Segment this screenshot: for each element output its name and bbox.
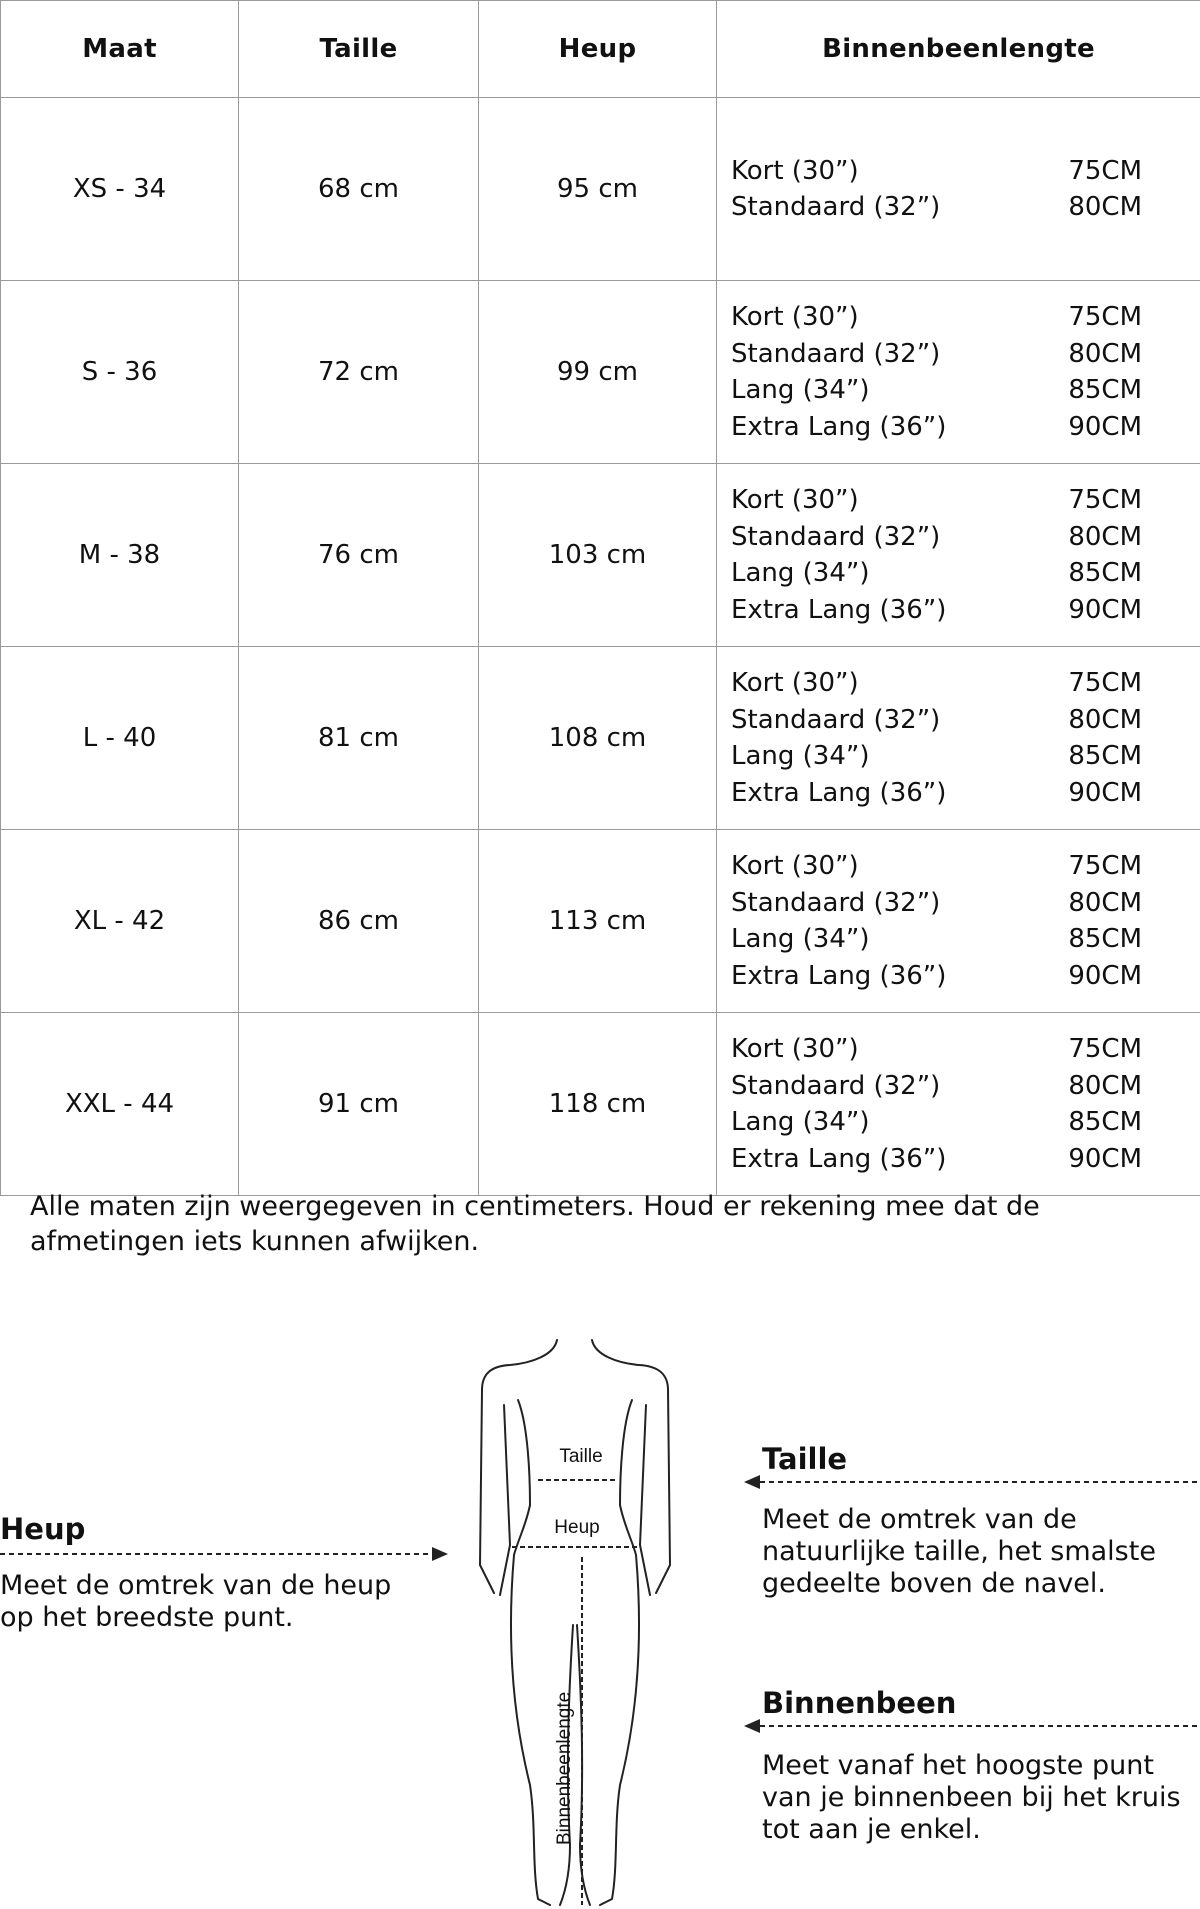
inseam-option-value: 80CM — [1068, 521, 1142, 552]
inseam-option — [717, 555, 1200, 592]
inseam-option-value: 80CM — [1068, 887, 1142, 918]
inseam-option — [717, 958, 1200, 995]
measurement-note: Alle maten zijn weergegeven in centimeters. Houd er rekening mee dat de afmetingen iets kunnen afwijken. — [30, 1191, 1040, 1257]
inseam-option-value: 90CM — [1068, 960, 1142, 991]
inseam-option-value: 75CM — [1068, 302, 1142, 333]
cell-size: XS - 34 — [1, 98, 239, 281]
cell-waist: 76 cm — [239, 464, 479, 647]
inseam-option — [717, 519, 1200, 556]
inseam-option — [717, 1104, 1200, 1141]
inseam-option-label: Standaard (32”) — [731, 192, 941, 223]
inseam-option-label: Standaard (32”) — [731, 704, 941, 735]
cell-size: M - 38 — [1, 464, 239, 647]
inseam-option-label: Extra Lang (36”) — [731, 777, 947, 808]
header-inseam: Binnenbeenlengte — [717, 1, 1200, 98]
waist-arrow-icon — [742, 1474, 1200, 1490]
figure-hip-label: Heup — [554, 1517, 600, 1538]
cell-hip: 118 cm — [479, 1013, 717, 1196]
inseam-option — [717, 738, 1200, 775]
inseam-option — [717, 372, 1200, 409]
inseam-option — [717, 885, 1200, 922]
cell-size: XL - 42 — [1, 830, 239, 1013]
table-row — [1, 1013, 1200, 1196]
cell-waist: 86 cm — [239, 830, 479, 1013]
inseam-arrow-icon — [742, 1718, 1200, 1734]
inseam-option-label: Kort (30”) — [731, 155, 859, 186]
inseam-option — [717, 153, 1200, 190]
hip-guide-text: Meet de omtrek van de heup op het breedste punt. — [0, 1570, 392, 1633]
inseam-option-value: 90CM — [1068, 1143, 1142, 1174]
inseam-option — [717, 592, 1200, 629]
inseam-option — [717, 299, 1200, 336]
inseam-option — [717, 1068, 1200, 1105]
cell-waist: 81 cm — [239, 647, 479, 830]
inseam-option — [717, 409, 1200, 446]
cell-inseam — [717, 1013, 1200, 1196]
inseam-option-label: Lang (34”) — [731, 924, 870, 955]
inseam-option-label: Extra Lang (36”) — [731, 411, 947, 442]
cell-inseam — [717, 647, 1200, 830]
cell-waist: 68 cm — [239, 98, 479, 281]
cell-hip: 95 cm — [479, 98, 717, 281]
header-size: Maat — [1, 1, 239, 98]
hip-arrow-icon — [0, 1546, 450, 1562]
inseam-option-label: Standaard (32”) — [731, 887, 941, 918]
inseam-option-value: 80CM — [1068, 1070, 1142, 1101]
inseam-option-value: 75CM — [1068, 668, 1142, 699]
inseam-option-value: 75CM — [1068, 851, 1142, 882]
cell-hip: 108 cm — [479, 647, 717, 830]
inseam-option-label: Lang (34”) — [731, 558, 870, 589]
hip-guide-title: Heup — [0, 1512, 86, 1546]
inseam-option — [717, 665, 1200, 702]
table-row — [1, 830, 1200, 1013]
inseam-option-value: 80CM — [1068, 704, 1142, 735]
cell-inseam — [717, 98, 1200, 281]
cell-size: L - 40 — [1, 647, 239, 830]
inseam-guide-text: Meet vanaf het hoogste punt van je binnenbeen bij het kruis tot aan je enkel. — [762, 1750, 1181, 1845]
inseam-option-value: 75CM — [1068, 1034, 1142, 1065]
cell-size: XXL - 44 — [1, 1013, 239, 1196]
cell-inseam — [717, 830, 1200, 1013]
inseam-option — [717, 702, 1200, 739]
inseam-option-label: Extra Lang (36”) — [731, 594, 947, 625]
inseam-option — [717, 1141, 1200, 1178]
inseam-option — [717, 189, 1200, 226]
inseam-option-value: 75CM — [1068, 155, 1142, 186]
cell-hip: 99 cm — [479, 281, 717, 464]
waist-guide-text: Meet de omtrek van de natuurlijke taille, het smalste gedeelte boven de navel. — [762, 1504, 1156, 1599]
inseam-option-label: Kort (30”) — [731, 302, 859, 333]
inseam-option-value: 85CM — [1068, 924, 1142, 955]
inseam-option — [717, 775, 1200, 812]
inseam-option-value: 90CM — [1068, 594, 1142, 625]
inseam-option-label: Lang (34”) — [731, 741, 870, 772]
waist-guide-title: Taille — [762, 1442, 848, 1476]
cell-hip: 113 cm — [479, 830, 717, 1013]
inseam-option-value: 85CM — [1068, 375, 1142, 406]
cell-waist: 72 cm — [239, 281, 479, 464]
inseam-option-value: 80CM — [1068, 192, 1142, 223]
inseam-option-label: Extra Lang (36”) — [731, 1143, 947, 1174]
cell-hip: 103 cm — [479, 464, 717, 647]
table-row — [1, 464, 1200, 647]
inseam-option-value: 90CM — [1068, 411, 1142, 442]
header-hip: Heup — [479, 1, 717, 98]
inseam-option-label: Standaard (32”) — [731, 521, 941, 552]
inseam-option-label: Standaard (32”) — [731, 1070, 941, 1101]
inseam-option-label: Lang (34”) — [731, 375, 870, 406]
inseam-option-label: Kort (30”) — [731, 851, 859, 882]
inseam-option-value: 85CM — [1068, 741, 1142, 772]
table-row — [1, 98, 1200, 281]
inseam-option-label: Standaard (32”) — [731, 338, 941, 369]
inseam-option — [717, 336, 1200, 373]
cell-size: S - 36 — [1, 281, 239, 464]
inseam-option-label: Kort (30”) — [731, 1034, 859, 1065]
cell-inseam — [717, 464, 1200, 647]
figure-waist-label: Taille — [559, 1446, 603, 1467]
table-row — [1, 281, 1200, 464]
inseam-option-value: 85CM — [1068, 558, 1142, 589]
inseam-option-label: Kort (30”) — [731, 668, 859, 699]
inseam-option — [717, 482, 1200, 519]
inseam-option-value: 75CM — [1068, 485, 1142, 516]
figure-inseam-label: Binnenbeenlengte — [554, 1691, 575, 1845]
inseam-option — [717, 1031, 1200, 1068]
cell-waist: 91 cm — [239, 1013, 479, 1196]
body-figure-icon — [470, 1325, 690, 1909]
inseam-option-label: Kort (30”) — [731, 485, 859, 516]
cell-inseam — [717, 281, 1200, 464]
inseam-option-label: Lang (34”) — [731, 1107, 870, 1138]
inseam-option-value: 85CM — [1068, 1107, 1142, 1138]
inseam-option-value: 80CM — [1068, 338, 1142, 369]
table-header-row — [1, 1, 1200, 98]
inseam-option — [717, 848, 1200, 885]
inseam-option-label: Extra Lang (36”) — [731, 960, 947, 991]
table-row — [1, 647, 1200, 830]
inseam-option-value: 90CM — [1068, 777, 1142, 808]
inseam-guide-title: Binnenbeen — [762, 1686, 957, 1720]
header-waist: Taille — [239, 1, 479, 98]
inseam-option — [717, 921, 1200, 958]
